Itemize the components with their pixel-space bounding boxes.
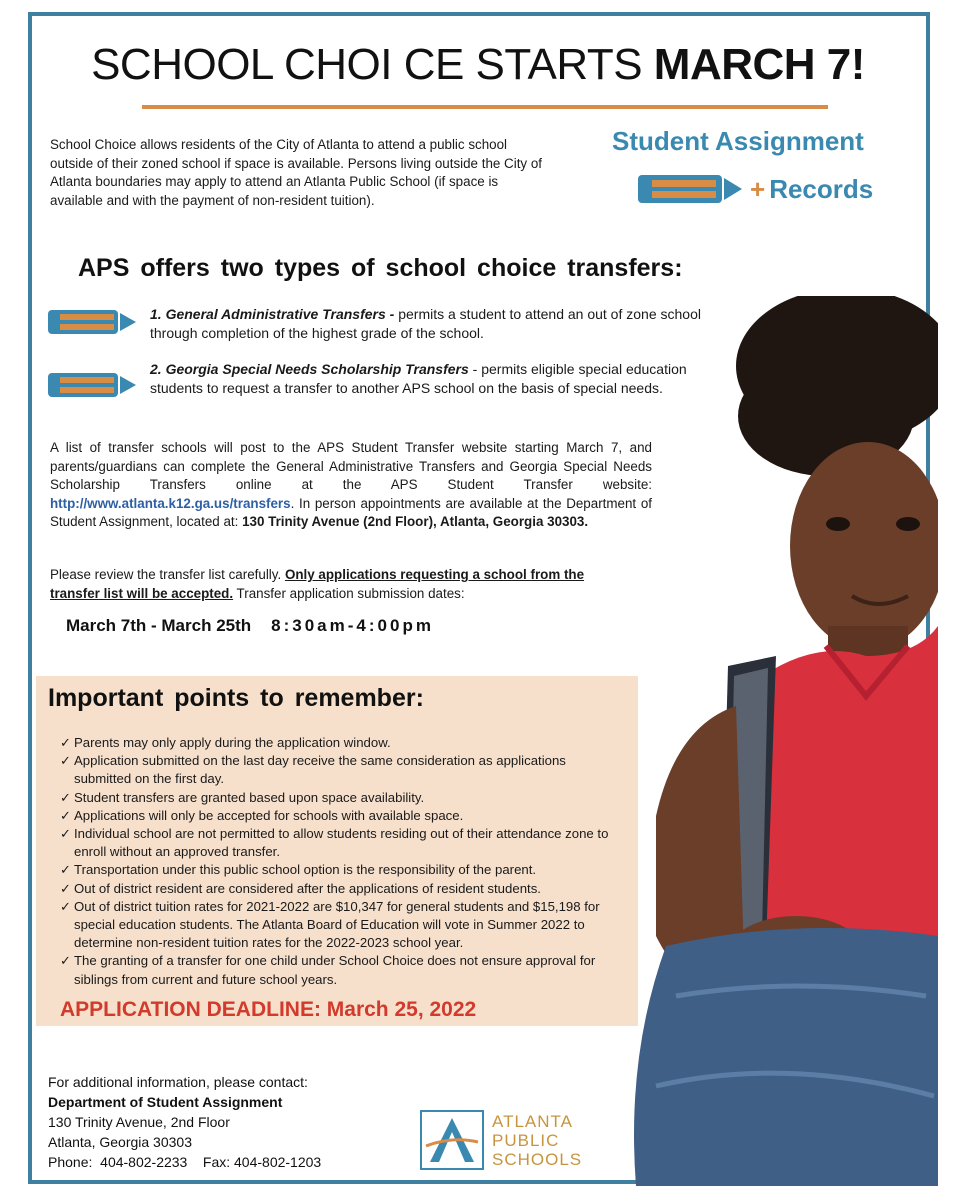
student-photo [616,296,938,1186]
pencil-icon [48,308,138,336]
list-item: ✓ Student transfers are granted based upon space availability. [60,789,620,807]
contact-phone: Phone: 404-802-2233 Fax: 404-802-1203 [48,1154,322,1170]
pencil-icon [638,172,744,206]
transfer-item-general: 1. General Administrative Transfers - permits a student to attend an out of zone school through completion of the highest grade of the school. [150,306,701,341]
application-deadline: APPLICATION DEADLINE: March 25, 2022 [60,998,477,1021]
contact-intro: For additional information, please contact: [48,1074,308,1090]
list-item: ✓ Parents may only apply during the application window. [60,734,620,752]
list-item: ✓ Applications will only be accepted for schools with available space. [60,807,620,825]
contact-city: Atlanta, Georgia 30303 [48,1134,192,1150]
pencil-icon [48,371,138,399]
logo-mark [420,1110,484,1170]
list-item: ✓ Out of district tuition rates for 2021-2022 are $10,347 for general students and $15,198 for special education students. The Atlanta Board of Education will vote in Summer 2022 to determine non-resident tuition rates for the 2022-2023 school year. [60,898,620,953]
list-item: ✓ Out of district resident are considered after the applications of resident students. [60,880,620,898]
aps-logo [420,1110,590,1172]
letter-a-icon [422,1112,482,1168]
contact-block [48,1072,321,1172]
intro-paragraph: School Choice allows residents of the City of Atlanta to attend a public school outside of their zoned school if space is available. Persons living outside the City of Atlanta boundaries may apply to attend an Atlanta Public School (if space is available and with the payment of non-resident tuition). [50,137,543,208]
transfer-info-paragraph: A list of transfer schools will post to the APS Student Transfer website starting March 7, and parents/guardians can complete the General Administrative Transfers and Georgia Special Needs Scholarship Transfers online at the APS Student Transfer website: http://www.atlanta.k12.ga.us/transfers. In person appointments are available at the Department of Student Assignment, located at: 130 Trinity Avenue (2nd Floor), Atlanta, Georgia 30303. [50,440,652,529]
logo-text: ATLANTA PUBLIC SCHOOLS [492,1112,583,1169]
page-title: SCHOOL CHOI CE STARTS MARCH 7! [91,40,865,89]
list-item: ✓ The granting of a transfer for one child under School Choice does not ensure approval for siblings from current and future school years. [60,952,620,988]
transfer-item-special-needs: 2. Georgia Special Needs Scholarship Transfers - permits eligible special education students to request a transfer to another APS school on the basis of special needs. [150,361,687,396]
list-item: ✓ Individual school are not permitted to allow students residing out of their attendance zone to enroll without an approved transfer. [60,825,620,861]
records-label: + Records [750,174,874,204]
transfer-website-link[interactable]: http://www.atlanta.k12.ga.us/transfers [50,495,291,511]
list-item: ✓ Application submitted on the last day receive the same consideration as applications submitted on the first day. [60,752,620,788]
title-divider [142,105,828,109]
contact-street: 130 Trinity Avenue, 2nd Floor [48,1114,230,1130]
submission-dates: March 7th - March 25th 8:30am-4:00pm [66,616,434,635]
contact-department: Department of Student Assignment [48,1094,283,1110]
list-item: ✓ Transportation under this public school option is the responsibility of the parent. [60,861,620,879]
important-points-heading: Important points to remember: [48,684,424,712]
important-points-list [60,734,620,989]
review-paragraph: Please review the transfer list carefully. Only applications requesting a school from the transfer list will be accepted. Transfer application submission dates: [50,567,585,601]
transfers-heading: APS offers two types of school choice transfers: [78,254,683,282]
student-assignment-title: Student Assignment [612,126,864,156]
